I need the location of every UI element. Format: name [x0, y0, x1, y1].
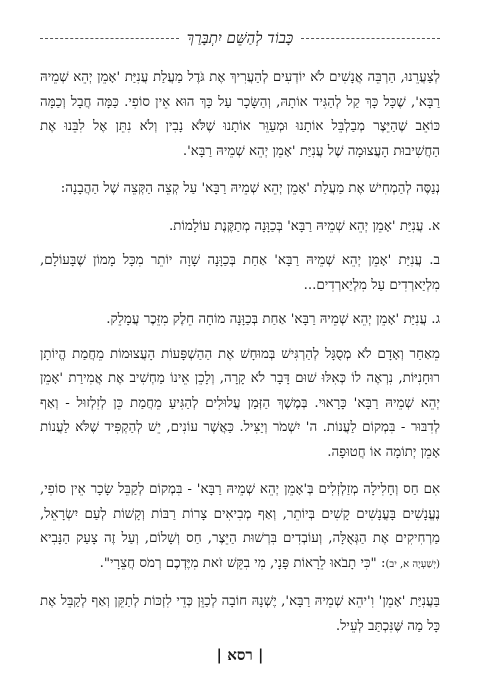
- warning-text: אִם חַס וְחָלִילָה מְזַלְזְלִים בְּ'אָמֵן יְהֵא שְׁמֵיהּ רַבָּא' - בִּמְקוֹם לְקַבֵּל שָׂכָר אֵין סוֹפִי, נֶעֱנָשִׁים בָּעֳנָשִׁים קָשִׁים בְּיוֹתֵר, וְאַף מְבִיאִים צָרוֹת רַבּוֹת וְקָשׁוֹת לְעַם יִשְׂרָאֵל, מַרְחִיקִים אֶת הַגְּאֻלָּה, וְעוֹבְדִים בִּרְשׁוּת הַיֵּצֶר, חַס וְשָׁלוֹם, וְעַל זֶה צָעַק הַנָּבִיא: [40, 482, 440, 546]
- header-rule-left: [40, 38, 179, 39]
- page-body: [40, 66, 440, 652]
- running-header: [40, 28, 440, 48]
- page-number: | רסא |: [216, 646, 264, 664]
- paragraph-conclusion: בַּעֲנִיַּת 'אָמֵן' וִ'יהֵא שְׁמֵיהּ רַבָּא', יֶשְׁנָהּ חוֹבָה לְכַוֵּן כְּדֵי לִזְכּוֹת לְתַקֵּן וְאַף לְקַבֵּל אֶת כָּל מַה שֶּׁנִּכְתַּב לְעֵיל.: [40, 594, 440, 634]
- verse-quote: : "כִּי תָבֹאוּ לֵרָאוֹת פָּנָי, מִי בִקֵּשׁ זֹאת מִיֶּדְכֶם רְמֹס חֲצֵרָי".: [99, 555, 386, 571]
- paragraph-warning: [40, 478, 440, 577]
- paragraph-illustrate: נְנַסֶּה לְהַמְחִישׁ אֶת מַעֲלַת 'אָמֵן יְהֵא שְׁמֵיהּ רַבָּא' עַל קְצֵה הַקְּצֵה שֶׁל הַהֲבָנָה:: [60, 181, 440, 196]
- bullet-item-b: ב. עֲנִיַּת 'אָמֵן יְהֵא שְׁמֵיהּ רַבָּא' אַחַת בְּכַוָּנָה שָׁוָה יוֹתֵר מִכָּל מָמוֹן שֶׁבָּעוֹלָם, מִלְיַארְדִים עַל מִלְיַארְדִים...: [40, 253, 440, 293]
- paragraph-intro: לְצַעֲרֵנוּ, הַרְבֵּה אֲנָשִׁים לֹא יוֹדְעִים לְהַעֲרִיךְ אֶת גֹּדֶל מַעֲלַת עֲנִיַּת 'אָמֵן יְהֵא שְׁמֵיהּ רַבָּא', שֶׁכָּל כָּךְ קַל לְהַגִּיד אוֹתָהּ, וְהַשָּׂכָר עַל כָּךְ הוּא אֵין סוֹפִי. כַּמָּה חֲבָל וְכַמָּה כּוֹאֵב שֶׁהַיֵּצֶר מְבַלְבֵּל אוֹתָנוּ וּמְעַוֵּר אוֹתָנוּ שֶׁלֹּא נָבִין וְלֹא נִתֵּן אֶל לִבֵּנוּ אֶת הַחֲשִׁיבוּת הָעֲצוּמָה שֶׁל עֲנִיַּת 'אָמֵן יְהֵא שְׁמֵיהּ רַבָּא'.: [40, 70, 440, 159]
- bullet-item-a: א. עֲנִיַּת 'אָמֵן יְהֵא שְׁמֵיהּ רַבָּא' בְּכַוָּנָה מְתַקֶּנֶת עוֹלָמוֹת.: [169, 218, 440, 234]
- paragraph-explanation: מֵאַחַר וְאָדָם לֹא מְסֻגָּל לְהַרְגִּישׁ בְּמוּחָשׁ אֶת הַהַשְׁפָּעוֹת הָעֲצוּמוֹת מֵחֲמַת הֱיוֹתָן רוּחָנִיּוֹת, נִרְאֶה לוֹ כְּאִלּוּ שׁוּם דָּבָר לֹא קָרָה, וְלָכֵן אֵינוֹ מַחְשִׁיב אֶת אֲמִירַת 'אָמֵן יְהֵא שְׁמֵיהּ רַבָּא' כָּרָאוּי. בְּמֶשֶׁךְ הַזְּמַן עֲלוּלִים לְהַגִּיעַ מֵחֲמַת כֵּן לְזִלְזוּל - וְאַף לְדִבּוּר - בִּמְקוֹם לַעֲנוֹת. ה' יִשְׁמֹר וְיַצִּיל. כַּאֲשֶׁר עוֹנִים, יֵשׁ לְהַקְפִּיד שֶׁלֹּא לַעֲנוֹת אָמֵן יְתוֹמָה אוֹ חֲטוּפָה.: [40, 346, 440, 460]
- bullet-item-c: ג. עֲנִיַּת 'אָמֵן יְהֵא שְׁמֵיהּ רַבָּא' אַחַת בְּכַוָּנָה מוֹחָה חֵלֶק מִזֵּכֶר עֲמָלֵק.: [106, 312, 440, 327]
- header-title: כָּבוֹד לְהַשֵּׁם יִתְבָּרַךְ: [186, 28, 294, 47]
- header-rule-right: [301, 38, 440, 39]
- verse-reference: (יְשַׁעְיָה א, יב): [385, 558, 440, 570]
- bullet-list: [40, 215, 440, 333]
